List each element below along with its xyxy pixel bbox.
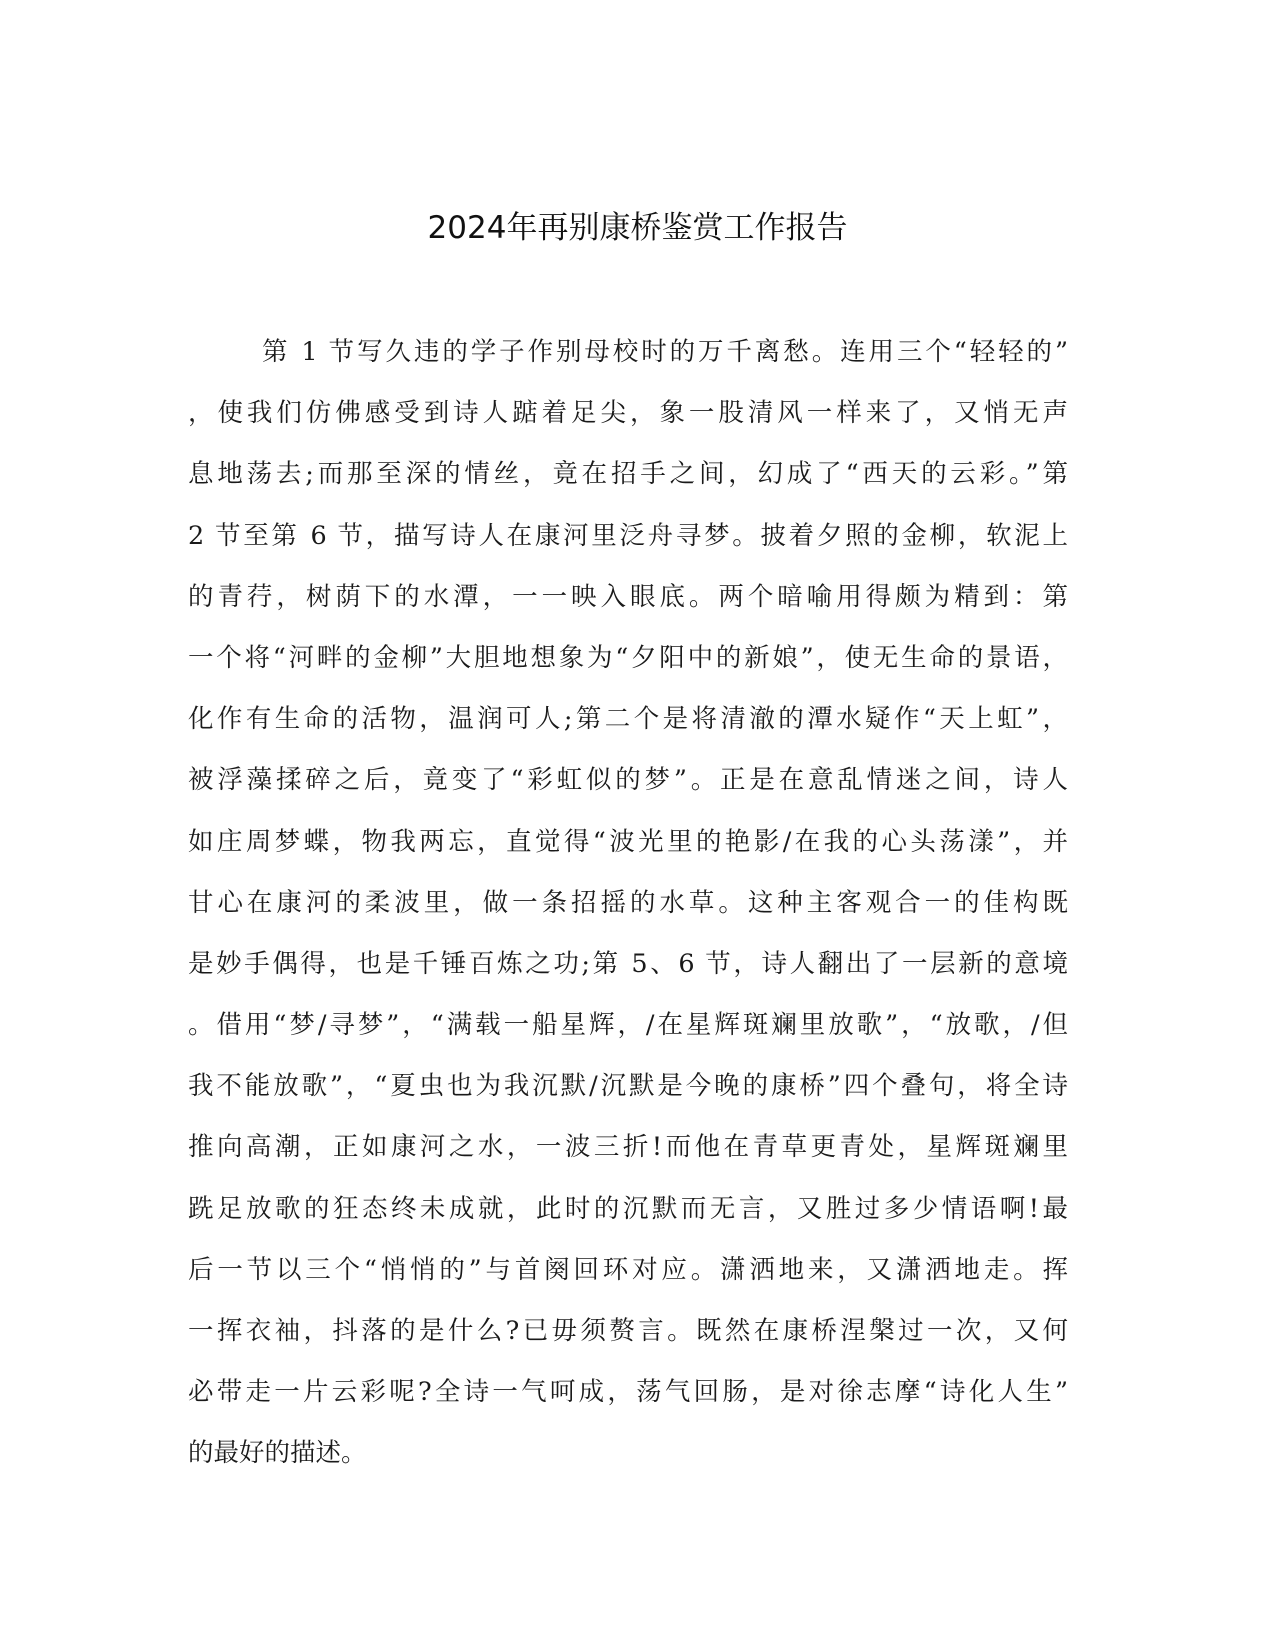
paragraph-line: ，使我们仿佛感受到诗人踮着足尖，象一股清风一样来了，又悄无声	[188, 398, 1068, 429]
paragraph-line: 我不能放歌”，“夏虫也为我沉默/沉默是今晚的康桥”四个叠句，将全诗	[188, 1071, 1068, 1102]
paragraph-line: 甘心在康河的柔波里，做一条招摇的水草。这种主客观合一的佳构既	[188, 887, 1068, 918]
paragraph-line: 必带走一片云彩呢?全诗一气呵成，荡气回肠，是对徐志摩“诗化人生”	[188, 1377, 1068, 1408]
paragraph-line: 一挥衣袖，抖落的是什么?已毋须赘言。既然在康桥涅槃过一次，又何	[188, 1316, 1068, 1346]
paragraph-line: 2 节至第 6 节，描写诗人在康河里泛舟寻梦。披着夕照的金柳，软泥上	[188, 520, 1068, 551]
paragraph-line: 的青荇，树荫下的水潭，一一映入眼底。两个暗喻用得颇为精到：第	[188, 581, 1068, 612]
document-title: 2024年再别康桥鉴赏工作报告	[427, 210, 848, 246]
paragraph-line: 跣足放歌的狂态终未成就，此时的沉默而无言，又胜过多少情语啊!最	[188, 1193, 1068, 1224]
paragraph-line: 推向高潮，正如康河之水，一波三折!而他在青草更青处，星辉斑斓里	[188, 1132, 1068, 1163]
body-paragraph	[188, 330, 1068, 1493]
paragraph-line: 是妙手偶得，也是千锤百炼之功;第 5、6 节，诗人翻出了一层新的意境	[188, 948, 1068, 979]
paragraph-line: 息地荡去;而那至深的情丝，竟在招手之间，幻成了“西天的云彩。”第	[188, 459, 1068, 490]
paragraph-line: 如庄周梦蝶，物我两忘，直觉得“波光里的艳影/在我的心头荡漾”，并	[188, 826, 1068, 857]
paragraph-line: 被浮藻揉碎之后，竟变了“彩虹似的梦”。正是在意乱情迷之间，诗人	[188, 765, 1068, 796]
paragraph-line: 的最好的描述。	[188, 1438, 367, 1469]
paragraph-line: 一个将“河畔的金柳”大胆地想象为“夕阳中的新娘”，使无生命的景语，	[188, 642, 1068, 673]
paragraph-line: 化作有生命的活物，温润可人;第二个是将清澈的潭水疑作“天上虹”，	[188, 704, 1068, 735]
paragraph-line: 后一节以三个“悄悄的”与首阕回环对应。潇洒地来，又潇洒地走。挥	[188, 1254, 1068, 1285]
paragraph-line: 。借用“梦/寻梦”，“满载一船星辉，/在星辉斑斓里放歌”，“放歌，/但	[188, 1010, 1068, 1041]
paragraph-line: 第 1 节写久违的学子作别母校时的万千离愁。连用三个“轻轻的”	[262, 337, 1068, 367]
